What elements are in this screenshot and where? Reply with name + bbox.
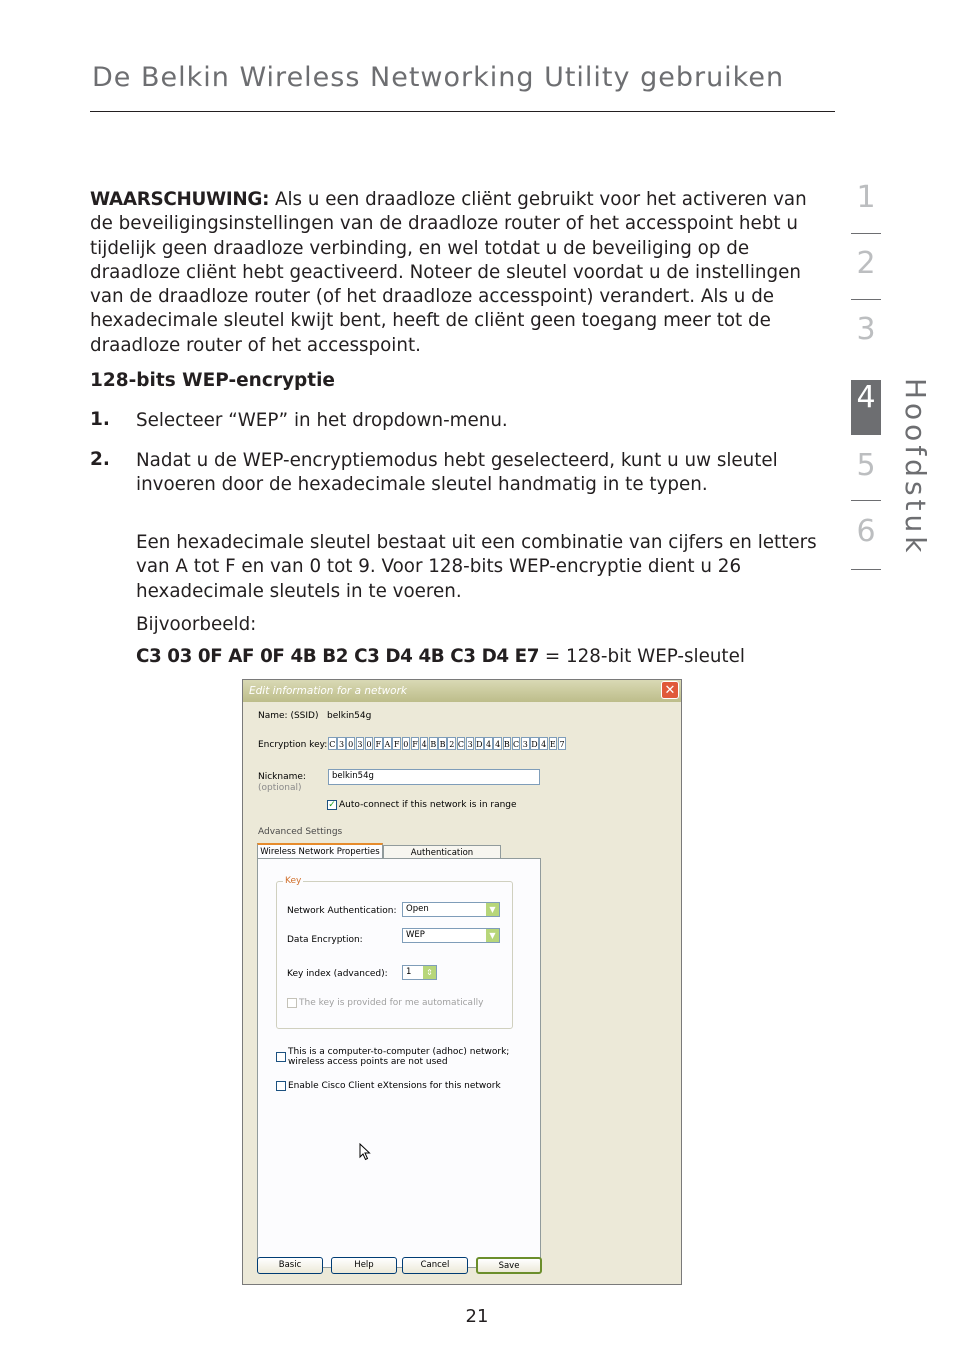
encryption-key-char: B	[503, 737, 512, 750]
encryption-key-char: F	[374, 737, 383, 750]
encryption-key-char: D	[530, 737, 539, 750]
chapter-divider	[851, 500, 881, 501]
data-encryption-select[interactable]	[402, 928, 500, 943]
nickname-input[interactable]: belkin54g	[328, 769, 540, 785]
dialog-titlebar[interactable]	[243, 680, 681, 702]
tab-authentication[interactable]: Authentication	[383, 845, 501, 859]
section-heading: 128-bits WEP-encryptie	[90, 370, 335, 391]
data-encryption-label: Data Encryption:	[287, 935, 363, 945]
encryption-key-char: A	[383, 737, 392, 750]
header-divider	[90, 111, 835, 112]
edit-network-dialog	[242, 679, 682, 1285]
encryption-key-char: C	[512, 737, 521, 750]
chapter-5[interactable]: 5	[856, 448, 876, 483]
chevron-down-icon: ▼	[486, 929, 499, 942]
key-index-stepper[interactable]	[402, 965, 437, 980]
stepper-icon: ⇕	[423, 966, 436, 979]
step-1-number: 1.	[90, 409, 110, 430]
cisco-label: Enable Cisco Client eXtensions for this network	[288, 1081, 501, 1091]
encryption-key-char: 0	[402, 737, 411, 750]
nickname-label: Nickname:	[258, 772, 306, 782]
chapter-word	[896, 378, 936, 557]
help-button[interactable]: Help	[331, 1257, 397, 1274]
tab-wireless-network-properties[interactable]: Wireless Network Properties	[257, 843, 383, 859]
key-groupbox	[276, 876, 513, 1029]
encryption-key-char: 3	[521, 737, 530, 750]
auto-connect-label: Auto-connect if this network is in range	[339, 800, 517, 810]
chapter-word-text: Hoofdstuk	[899, 378, 932, 557]
encryption-key-char: F	[392, 737, 401, 750]
encryption-key-char: 0	[365, 737, 374, 750]
encryption-key-char: 4	[484, 737, 493, 750]
chapter-4-active[interactable]: 4	[851, 380, 881, 435]
chapter-6[interactable]: 6	[856, 514, 876, 549]
chapter-1[interactable]: 1	[856, 180, 876, 215]
advanced-settings-label: Advanced Settings	[258, 827, 343, 837]
encryption-key-char: 4	[493, 737, 502, 750]
encryption-key-char: C	[457, 737, 466, 750]
encryption-key-input[interactable]	[328, 737, 567, 750]
encryption-key-char: E	[549, 737, 558, 750]
encryption-key-char: F	[411, 737, 420, 750]
explanation-paragraph: Een hexadecimale sleutel bestaat uit een combinatie van cijfers en letters van A tot F en van 0 tot 9. Voor 128-bits WEP-encryptie dient u 26 hexadecimale sleutels in te voeren.	[136, 532, 817, 602]
encryption-key-char: 4	[539, 737, 548, 750]
cisco-checkbox[interactable]	[276, 1081, 286, 1091]
encryption-key-char: 7	[558, 737, 567, 750]
data-encryption-value: WEP	[406, 930, 425, 940]
chapter-divider	[851, 569, 881, 570]
network-authentication-select[interactable]	[402, 902, 500, 917]
dialog-title: Edit information for a network	[249, 685, 407, 697]
key-index-value: 1	[406, 967, 412, 977]
key-group-label: Key	[285, 876, 302, 886]
name-value: belkin54g	[327, 711, 372, 721]
encryption-key-char: 0	[346, 737, 355, 750]
encryption-key-char: C	[328, 737, 337, 750]
key-auto-label: The key is provided for me automatically	[299, 998, 484, 1008]
encryption-key-label: Encryption key:	[258, 740, 328, 750]
encryption-key-char: 4	[420, 737, 429, 750]
cancel-button[interactable]: Cancel	[402, 1257, 468, 1274]
example-key: C3 03 0F AF 0F 4B B2 C3 D4 4B C3 D4 E7	[136, 646, 540, 667]
basic-button[interactable]: Basic	[257, 1257, 323, 1274]
example-key-line	[136, 646, 745, 667]
step-1-text: Selecteer “WEP” in het dropdown-menu.	[136, 410, 508, 431]
chapter-2[interactable]: 2	[856, 246, 876, 281]
network-authentication-value: Open	[406, 904, 429, 914]
page-header-title: De Belkin Wireless Networking Utility gebruiken	[92, 62, 785, 93]
encryption-key-char: 2	[447, 737, 456, 750]
tab-panel	[257, 858, 541, 1268]
chapter-3[interactable]: 3	[856, 312, 876, 347]
encryption-key-char: D	[475, 737, 484, 750]
encryption-key-char: B	[429, 737, 438, 750]
chapter-divider	[851, 299, 881, 300]
auto-connect-checkbox[interactable]: ✓	[328, 800, 336, 810]
encryption-key-char: 3	[466, 737, 475, 750]
save-button[interactable]: Save	[476, 1257, 542, 1274]
key-auto-checkbox[interactable]	[287, 998, 297, 1008]
encryption-key-char: 3	[356, 737, 365, 750]
step-2-text: Nadat u de WEP-encryptiemodus hebt geselecteerd, kunt u uw sleutel invoeren door de hexadecimale sleutel handmatig in te typen.	[136, 450, 778, 496]
mouse-cursor-icon	[359, 1143, 371, 1161]
page-number: 21	[465, 1306, 489, 1327]
adhoc-label-line-2: wireless access points are not used	[288, 1057, 448, 1067]
encryption-key-char: B	[438, 737, 447, 750]
warning-text: Als u een draadloze cliënt gebruikt voor het activeren van de beveiligingsinstellingen van de draadloze router of het accesspoint hebt u tijdelijk geen draadloze verbinding, en wel totdat u de beveiliging op de draadloze cliënt hebt geactiveerd. Noteer de sleutel voordat u de instellingen van de draadloze router (of het draadloze accesspoint) verandert. Als u de hexadecimale sleutel kwijt bent, heeft de cliënt geen toegang meer tot de draadloze router of het accesspoint.	[90, 189, 807, 356]
network-authentication-label: Network Authentication:	[287, 906, 397, 916]
warning-paragraph	[90, 188, 825, 358]
name-label: Name: (SSID)	[258, 711, 319, 721]
example-label: Bijvoorbeeld:	[136, 614, 257, 635]
step-2-number: 2.	[90, 449, 110, 470]
chevron-down-icon: ▼	[486, 903, 499, 916]
example-suffix: = 128-bit WEP-sleutel	[539, 646, 745, 667]
chapter-divider	[851, 233, 881, 234]
adhoc-label-line-1: This is a computer-to-computer (adhoc) network;	[288, 1047, 510, 1057]
warning-label: WAARSCHUWING:	[90, 189, 270, 210]
close-icon[interactable]: ✕	[661, 681, 679, 699]
adhoc-checkbox[interactable]	[276, 1052, 286, 1062]
nickname-optional-label: (optional)	[258, 783, 302, 793]
key-index-label: Key index (advanced):	[287, 969, 388, 979]
encryption-key-char: 3	[337, 737, 346, 750]
